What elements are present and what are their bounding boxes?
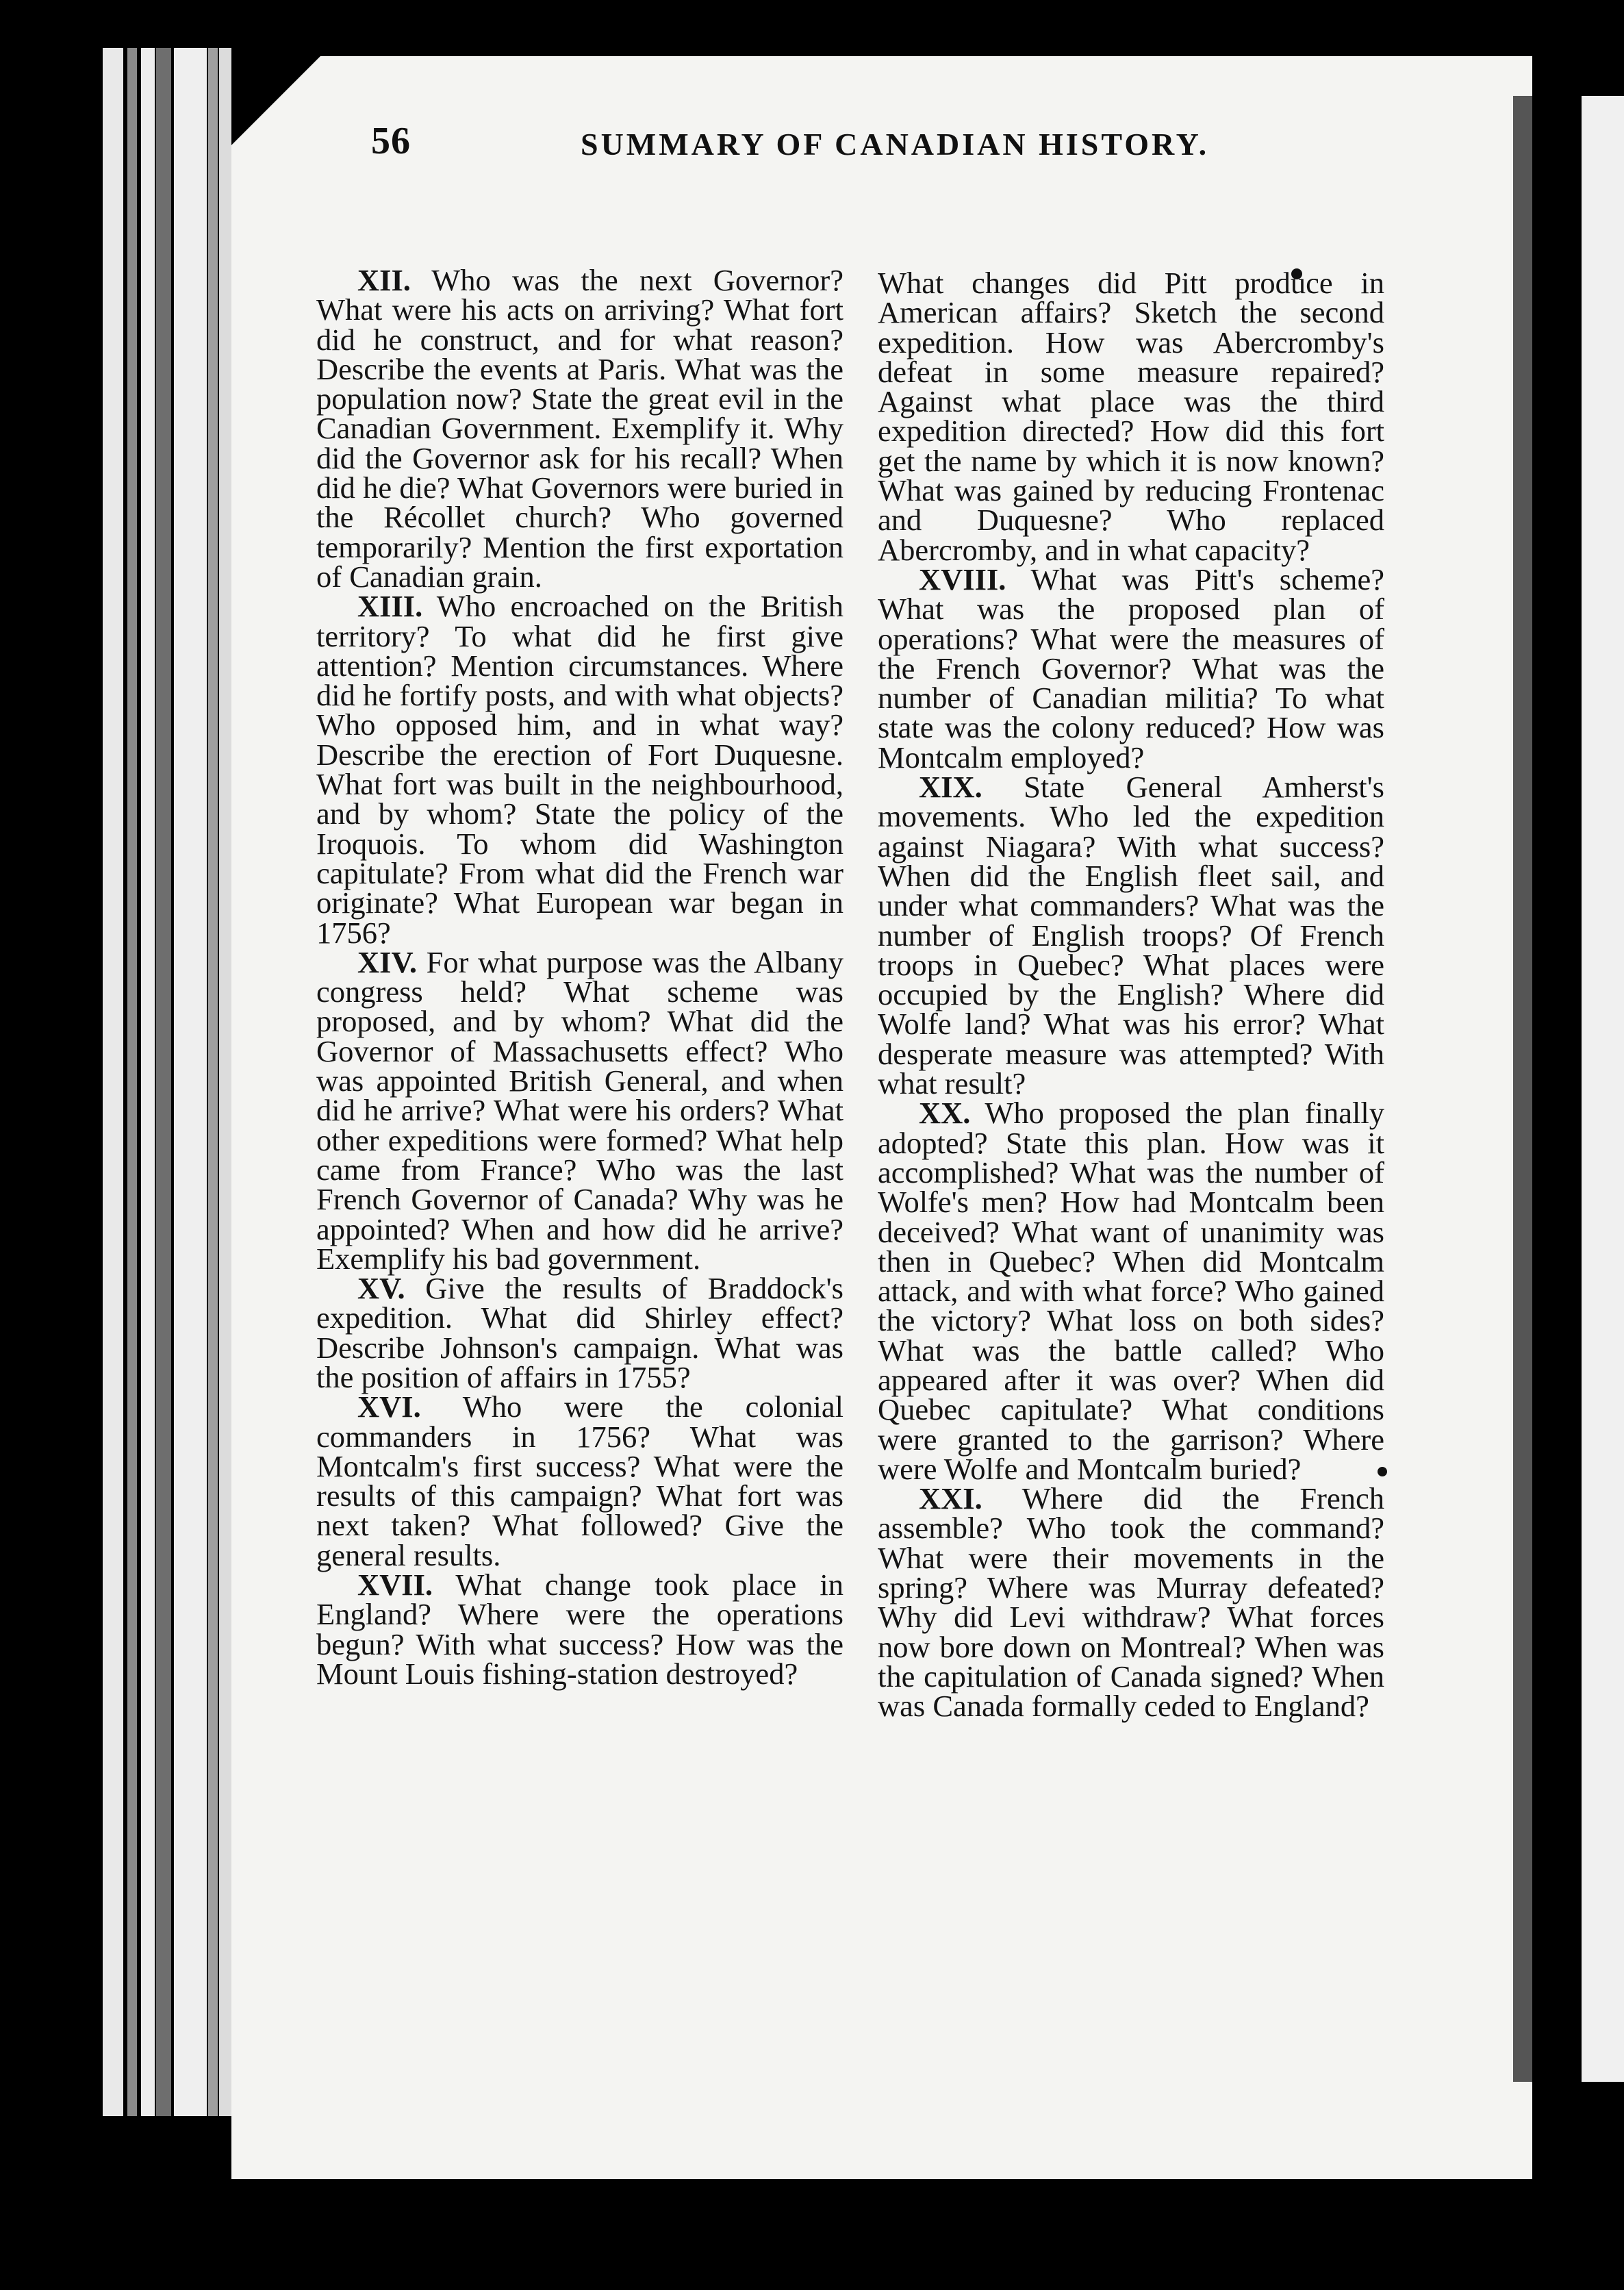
section-number: XIV. (357, 944, 417, 979)
paragraph-text: For what purpose was the Albany congress held? What scheme was proposed, and by whom? What did the Governor of Massachusetts effect? Who was appointed British General, and when did he arrive? What were his orders? What other expeditions were formed? What help came from France? Who was the last French Governor of Canada? Why was he appointed? When and how did he arrive? Exemplify his bad government. (316, 944, 843, 1276)
book-edge (156, 48, 171, 2116)
question-paragraph (316, 944, 843, 1276)
book-edge (208, 48, 218, 2116)
question-paragraph (878, 1098, 1384, 1484)
paragraph-text: State General Amherst's movements. Who led the expedition against Niagara? With what success? When did the English fleet sail, and under what commanders? What was the number of English troops? Of French troops in Quebec? What places were occupied by the English? Where did Wolfe land? What was his error? What desperate measure was attempted? With what result? (878, 770, 1384, 1101)
section-number: XVI. (357, 1389, 421, 1424)
question-paragraph (878, 770, 1384, 1101)
section-number: XXI. (919, 1481, 982, 1516)
question-paragraph (316, 1570, 843, 1689)
paragraph-text: Who was the next Governor? What were his acts on arriving? What fort did he construct, and for what reason? Describe the events at Paris. What was the population now? State the great evil in the Canadian Government. Exemplify it. Why did the Governor ask for his recall? When did he die? What Governors were buried in the Récollet church? Who governed temporarily? Mention the first exportation of Canadian grain. (316, 263, 843, 594)
question-paragraph (878, 1481, 1384, 1724)
section-number: XX. (919, 1096, 971, 1131)
book-edge (103, 48, 123, 2116)
page-number: 56 (371, 120, 411, 162)
running-title: SUMMARY OF CANADIAN HISTORY. (581, 127, 1210, 162)
book-edge (219, 48, 231, 2116)
page-header (0, 119, 1624, 174)
question-paragraph (316, 1271, 843, 1394)
book-edge (174, 48, 207, 2116)
right-column (878, 268, 1384, 1722)
book-gutter (1513, 96, 1532, 2082)
section-number: XVII. (357, 1568, 433, 1602)
paragraph-text: What change took place in England? Where were the operations begun? With what success? How was the Mount Louis fishing-station destroyed? (316, 1568, 843, 1691)
section-number: XV. (357, 1271, 405, 1306)
section-number: XVIII. (919, 562, 1006, 596)
paragraph-text: Where did the French assemble? Who took the command? What were their movements in the spring? Where was Murray defeated? Why did Levi withdraw? What forces now bore down on Montreal? When was the capitulation of Canada signed? When was Canada formally ceded to England? (878, 1481, 1384, 1724)
book-edge (141, 48, 155, 2116)
question-paragraph (316, 589, 843, 950)
continued-paragraph (878, 268, 1384, 565)
question-paragraph (316, 263, 843, 594)
book-edge (127, 48, 137, 2116)
section-number: XIII. (357, 589, 423, 624)
paragraph-text: What changes did Pitt produce in American affairs? Sketch the second expedition. How was Abercromby's defeat in some measure repaired? Against what place was the third expedition directed? How did this fort get the name by which it is now known? What was gained by reducing Frontenac and Duquesne? Who replaced Abercromby, and in what capacity? (878, 266, 1384, 567)
section-number: XIX. (919, 770, 982, 805)
paragraph-text: Who proposed the plan finally adopted? State this plan. How was it accomplished? What was the number of Wolfe's men? How had Montcalm been deceived? What want of unanimity was then in Quebec? When did Montcalm attack, and with what force? Who gained the victory? What loss on both sides? What was the battle called? Who appeared after it was over? When did Quebec capitulate? What conditions were granted to the garrison? Where were Wolfe and Montcalm buried? (878, 1096, 1384, 1486)
paragraph-text: Who encroached on the British territory? To what did he first give attention? Mention circumstances. Where did he fortify posts, and with what objects? Who opposed him, and in what way? Describe the erection of Fort Duquesne. What fort was built in the neighbourhood, and by whom? State the policy of the Iroquois. To whom did Washington capitulate? From what did the French war originate? What European war began in 1756? (316, 589, 843, 950)
paragraph-text: Give the results of Braddock's expedition. What did Shirley effect? Describe Johnson's campaign. What was the position of affairs in 1755? (316, 1271, 843, 1394)
section-number: XII. (357, 263, 411, 297)
left-column (316, 263, 843, 1691)
facing-page-strip (1582, 96, 1624, 2082)
paragraph-text: What was Pitt's scheme? What was the proposed plan of operations? What were the measures of the French Governor? What was the number of Canadian militia? To what state was the colony reduced? How was Montcalm employed? (878, 562, 1384, 775)
question-paragraph (316, 1389, 843, 1572)
paragraph-text: Who were the colonial commanders in 1756? What was Montcalm's first success? What were the results of this campaign? What fort was next taken? What followed? Give the general results. (316, 1389, 843, 1572)
question-paragraph (878, 562, 1384, 775)
